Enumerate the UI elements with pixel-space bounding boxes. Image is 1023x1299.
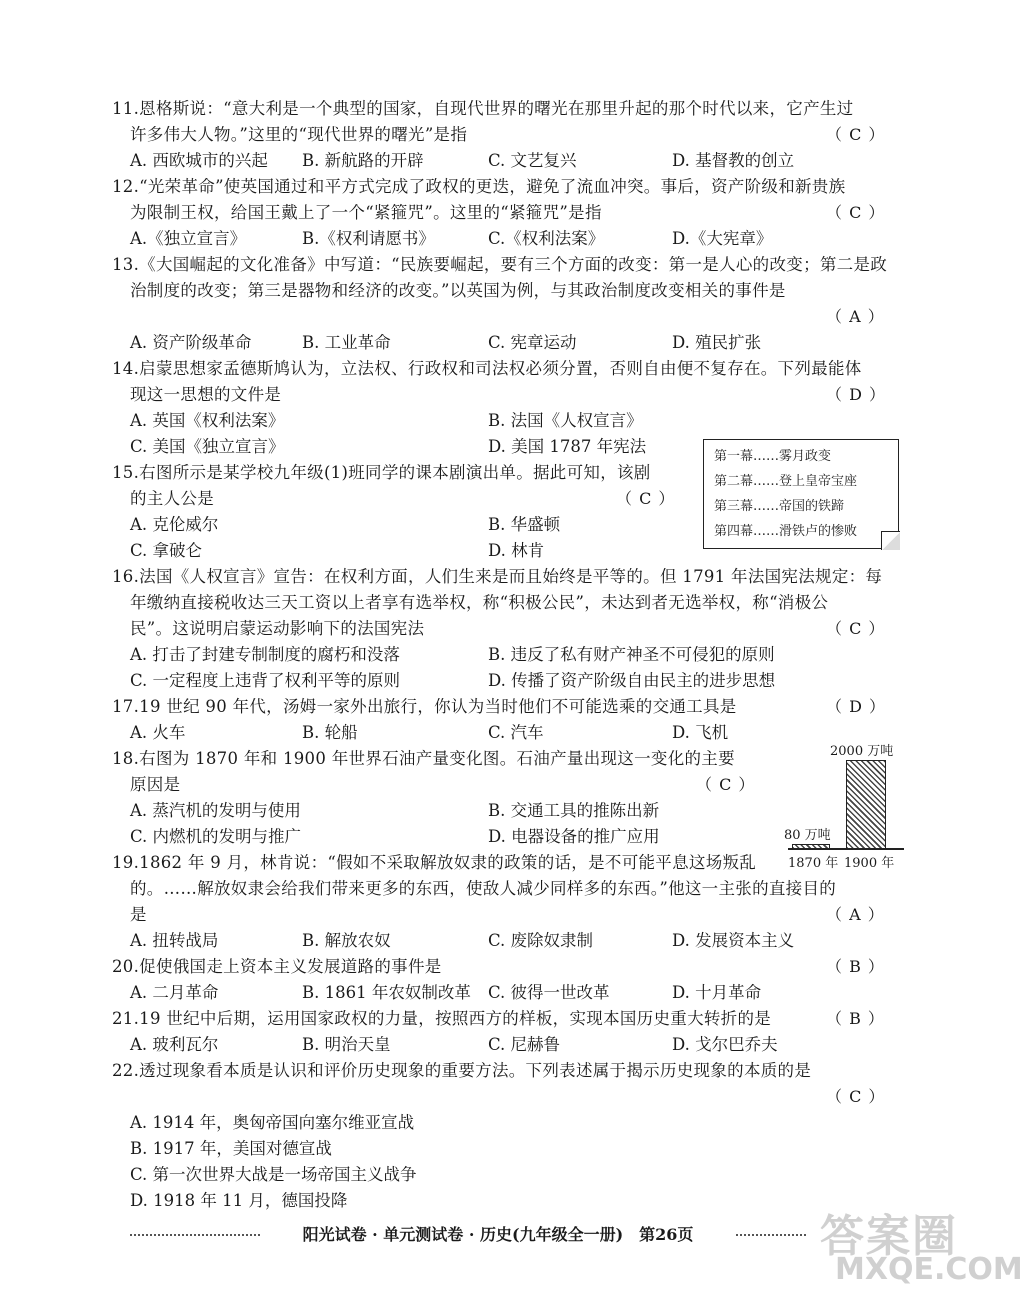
question-text: 19.1862 年 9 月，林肯说：“假如不采取解放奴隶的政策的话，是不可能平息这场叛乱 (112, 853, 757, 872)
question-text: 的主人公是 (130, 489, 214, 508)
option-d: D. 殖民扩张 (672, 333, 762, 352)
question-text: 16.法国《人权宣言》宣告：在权利方面，人们生来是而且始终是平等的。但 1791 年法国宪法规定：每 (112, 567, 883, 586)
question-text: 15.右图所示是某学校九年级(1)班同学的课本剧演出单。据此可知，该剧 (112, 463, 651, 482)
option-a: A. 英国《权利法案》 (130, 411, 285, 430)
footer-dotted-rule-left (130, 1234, 260, 1236)
option-c: C. 拿破仑 (130, 541, 203, 560)
option-b: B.《权利请愿书》 (302, 229, 435, 248)
option-d: D. 传播了资产阶级自由民主的进步思想 (488, 671, 776, 690)
option-c: C.《权利法案》 (488, 229, 605, 248)
question-text: 11.恩格斯说：“意大利是一个典型的国家，自现代世界的曙光在那里升起的那个时代以来，它产生过 (112, 99, 854, 118)
option-a: A. 玻利瓦尔 (130, 1035, 219, 1054)
option-b: B. 违反了私有财产神圣不可侵犯的原则 (488, 645, 775, 664)
option-a: A. 蒸汽机的发明与使用 (130, 801, 301, 820)
option-b: B. 明治天皇 (302, 1035, 391, 1054)
playbill-figure (703, 439, 899, 549)
option-b: B. 工业革命 (302, 333, 391, 352)
answer-bracket: （ C ） (826, 1087, 886, 1106)
answer-bracket: （ C ） (826, 125, 886, 144)
bar-value-label: 80 万吨 (784, 828, 831, 843)
category-label: 1900 年 (844, 856, 895, 871)
answer-bracket: （ D ） (826, 697, 887, 716)
option-c: C. 一定程度上违背了权利平等的原则 (130, 671, 401, 690)
option-d: D. 电器设备的推广应用 (488, 827, 660, 846)
answer-bracket: （ B ） (826, 1009, 885, 1028)
question-text: 22.透过现象看本质是认识和评价历史现象的重要方法。下列表述属于揭示历史现象的本质的是 (112, 1061, 812, 1080)
option-b: B. 轮船 (302, 723, 358, 742)
option-c: C. 文艺复兴 (488, 151, 577, 170)
option-c: C. 汽车 (488, 723, 544, 742)
option-c: C. 美国《独立宣言》 (130, 437, 285, 456)
playbill-row: 第三幕……帝国的铁蹄 (714, 499, 845, 514)
option-a: A. 扭转战局 (130, 931, 219, 950)
option-a: A. 资产阶级革命 (130, 333, 252, 352)
answer-bracket: （ B ） (826, 957, 885, 976)
footer-dotted-rule-right (736, 1234, 806, 1236)
question-text: 18.右图为 1870 年和 1900 年世界石油产量变化图。石油产量出现这一变化的主要 (112, 749, 735, 768)
option-d: D. 美国 1787 年宪法 (488, 437, 647, 456)
option-a: A. 1914 年，奥匈帝国向塞尔维亚宣战 (130, 1113, 415, 1132)
answer-bracket: （ D ） (826, 385, 887, 404)
bar-1900 (846, 760, 886, 850)
question-text: 14.启蒙思想家孟德斯鸠认为，立法权、行政权和司法权必须分置，否则自由便不复存在。下列最能体 (112, 359, 862, 378)
option-c: C. 彼得一世改革 (488, 983, 610, 1002)
question-text: 12.“光荣革命”使英国通过和平方式完成了政权的更迭，避免了流血冲突。事后，资产阶级和新贵族 (112, 177, 846, 196)
question-text: 许多伟大人物。”这里的“现代世界的曙光”是指 (130, 125, 468, 144)
question-text: 是 (130, 905, 147, 924)
option-c: C. 第一次世界大战是一场帝国主义战争 (130, 1165, 417, 1184)
watermark-url: MXQE.COM (835, 1252, 1023, 1287)
option-a: A. 克伦威尔 (130, 515, 219, 534)
oil-production-chart (780, 740, 910, 875)
playbill-row: 第一幕……雾月政变 (714, 449, 832, 464)
option-a: A.《独立宣言》 (130, 229, 247, 248)
playbill-row: 第四幕……滑铁卢的惨败 (714, 524, 858, 539)
option-d: D.《大宪章》 (672, 229, 773, 248)
option-d: D. 十月革命 (672, 983, 762, 1002)
option-b: B. 解放农奴 (302, 931, 391, 950)
question-text: 治制度的改变；第三是器物和经济的改变。”以英国为例，与其政治制度改变相关的事件是 (130, 281, 786, 300)
category-label: 1870 年 (788, 856, 839, 871)
answer-bracket: （ C ） (616, 489, 676, 508)
question-text: 现这一思想的文件是 (130, 385, 282, 404)
question-text: 民”。这说明启蒙运动影响下的法国宪法 (130, 619, 425, 638)
x-axis (788, 848, 904, 850)
option-b: B. 新航路的开辟 (302, 151, 424, 170)
option-d: D. 飞机 (672, 723, 729, 742)
bar-value-label: 2000 万吨 (830, 744, 894, 759)
footer-text: 阳光试卷 · 单元测试卷 · 历史(九年级全一册) 第26页 (302, 1225, 694, 1244)
option-b: B. 1917 年，美国对德宣战 (130, 1139, 332, 1158)
playbill-row: 第二幕……登上皇帝宝座 (714, 474, 858, 489)
option-c: C. 废除奴隶制 (488, 931, 594, 950)
answer-bracket: （ A ） (826, 307, 885, 326)
question-text: 20.促使俄国走上资本主义发展道路的事件是 (112, 957, 442, 976)
answer-bracket: （ C ） (696, 775, 756, 794)
question-text: 为限制王权，给国王戴上了一个“紧箍咒”。这里的“紧箍咒”是指 (130, 203, 602, 222)
option-b: B. 华盛顿 (488, 515, 561, 534)
question-text: 17.19 世纪 90 年代，汤姆一家外出旅行，你认为当时他们不可能选乘的交通工具是 (112, 697, 737, 716)
watermark-logo: 答案圈 (820, 1211, 958, 1262)
option-a: A. 打击了封建专制制度的腐朽和没落 (130, 645, 400, 664)
page-fold-corner (881, 531, 900, 550)
question-text: 原因是 (130, 775, 181, 794)
answer-bracket: （ A ） (826, 905, 885, 924)
option-d: D. 1918 年 11 月，德国投降 (130, 1191, 348, 1210)
option-b: B. 法国《人权宣言》 (488, 411, 643, 430)
option-d: D. 林肯 (488, 541, 545, 560)
question-text: 的。……解放奴隶会给我们带来更多的东西，使敌人减少同样多的东西。”他这一主张的直接目的 (130, 879, 837, 898)
answer-bracket: （ C ） (826, 619, 886, 638)
question-text: 21.19 世纪中后期，运用国家政权的力量，按照西方的样板，实现本国历史重大转折的是 (112, 1009, 772, 1028)
option-a: A. 二月革命 (130, 983, 219, 1002)
option-d: D. 发展资本主义 (672, 931, 795, 950)
option-d: D. 戈尔巴乔夫 (672, 1035, 778, 1054)
option-a: A. 西欧城市的兴起 (130, 151, 268, 170)
option-c: C. 宪章运动 (488, 333, 577, 352)
answer-bracket: （ C ） (826, 203, 886, 222)
option-b: B. 交通工具的推陈出新 (488, 801, 660, 820)
question-text: 年缴纳直接税收达三天工资以上者享有选举权，称“积极公民”，未达到者无选举权，称“消极公 (130, 593, 829, 612)
option-d: D. 基督教的创立 (672, 151, 795, 170)
option-c: C. 尼赫鲁 (488, 1035, 561, 1054)
option-c: C. 内燃机的发明与推广 (130, 827, 302, 846)
option-a: A. 火车 (130, 723, 186, 742)
question-text: 13.《大国崛起的文化准备》中写道：“民族要崛起，要有三个方面的改变：第一是人心的改变；第二是政 (112, 255, 888, 274)
option-b: B. 1861 年农奴制改革 (302, 983, 471, 1002)
